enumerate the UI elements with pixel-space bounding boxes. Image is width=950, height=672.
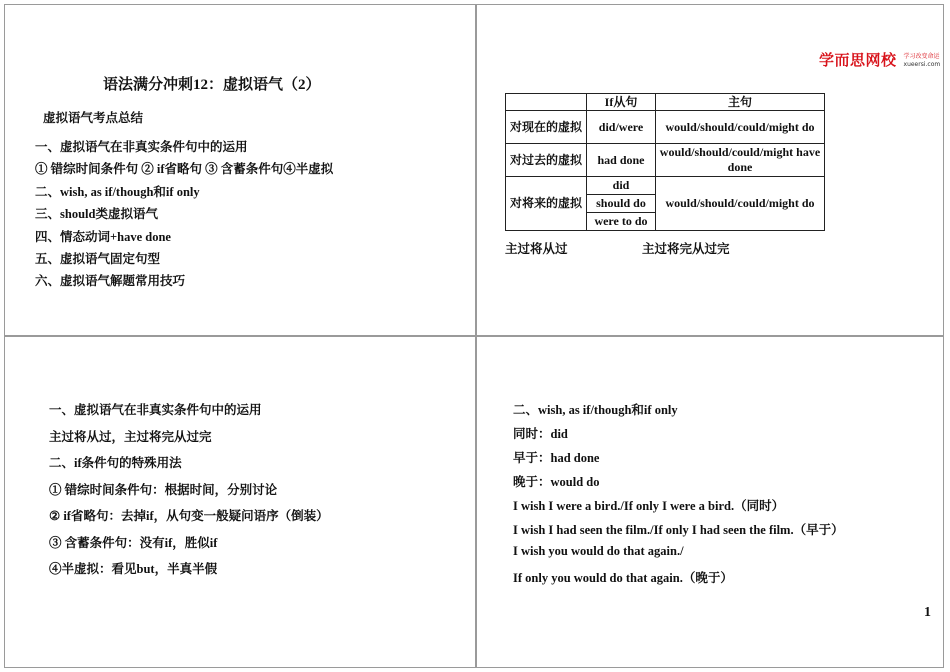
main-clause-cell: would/should/could/might have done — [656, 144, 825, 177]
summary-line: 一、虚拟语气在非真实条件句中的运用 — [35, 140, 248, 154]
if-clause-cell: did/were — [587, 111, 656, 144]
slide-conditional — [4, 336, 476, 668]
summary-line: 六、虚拟语气解题常用技巧 — [35, 274, 186, 288]
content-line: 二、wish, as if/though和if only — [513, 403, 678, 417]
content-line: ② if省略句：去掉if，从句变一般疑问语序（倒装） — [49, 509, 329, 523]
logo-text: 学而思网校 — [819, 51, 897, 69]
slide-subtitle: 虚拟语气考点总结 — [43, 111, 144, 125]
content-line: 早于：had done — [513, 451, 600, 465]
table-header-cell: If从句 — [587, 94, 656, 111]
row-label: 对过去的虚拟 — [506, 144, 587, 177]
content-line: ④半虚拟：看见but，半真半假 — [49, 562, 218, 576]
subjunctive-table — [505, 93, 825, 231]
example-sentence: I wish I were a bird./If only I were a bird.（同时） — [513, 499, 785, 513]
mnemonic-note: 主过将完从过完 — [642, 242, 730, 256]
row-label: 对将来的虚拟 — [506, 177, 587, 231]
table-header-cell: 主句 — [656, 94, 825, 111]
table-header-cell — [506, 94, 587, 111]
content-line: 一、虚拟语气在非真实条件句中的运用 — [49, 403, 262, 417]
content-line: 同时：did — [513, 427, 568, 441]
table-header-row — [506, 94, 825, 111]
content-line: 晚于：would do — [513, 475, 600, 489]
if-clause-cell: should do — [587, 195, 656, 213]
slide-summary — [4, 4, 476, 336]
row-label: 对现在的虚拟 — [506, 111, 587, 144]
logo-url: xueersi.com — [903, 61, 941, 69]
example-sentence: I wish you would do that again./ — [513, 544, 684, 558]
page-number: 1 — [924, 605, 931, 620]
slide-wish — [476, 336, 944, 668]
main-clause-cell: would/should/could/might do — [656, 111, 825, 144]
example-sentence: I wish I had seen the film./If only I had seen the film.（早于） — [513, 523, 844, 537]
content-line: ③ 含蓄条件句：没有if，胜似if — [49, 536, 218, 550]
content-line: 主过将从过，主过将完从过完 — [49, 430, 212, 444]
if-clause-cell: did — [587, 177, 656, 195]
content-line: 二、if条件句的特殊用法 — [49, 456, 182, 470]
summary-line: 三、should类虚拟语气 — [35, 207, 158, 221]
summary-line: 四、情态动词+have done — [35, 230, 171, 244]
summary-line: 二、wish, as if/though和if only — [35, 185, 200, 199]
table-row — [506, 111, 825, 144]
logo-small-text — [904, 53, 941, 69]
slide-title: 语法满分冲刺12：虚拟语气（2） — [103, 77, 321, 93]
summary-line: ① 错综时间条件句 ② if省略句 ③ 含蓄条件句④半虚拟 — [35, 162, 334, 176]
mnemonic-note: 主过将从过 — [505, 242, 568, 256]
table-row — [506, 177, 825, 195]
logo-slogan: 学习改变命运 — [903, 53, 940, 61]
slide-table — [476, 4, 944, 336]
table-row — [506, 144, 825, 177]
example-sentence: If only you would do that again.（晚于） — [513, 571, 733, 585]
content-line: ① 错综时间条件句：根据时间，分别讨论 — [49, 483, 278, 497]
brand-logo — [819, 49, 940, 70]
if-clause-cell: had done — [587, 144, 656, 177]
summary-line: 五、虚拟语气固定句型 — [35, 252, 161, 266]
main-clause-cell: would/should/could/might do — [656, 177, 825, 231]
if-clause-cell: were to do — [587, 213, 656, 231]
